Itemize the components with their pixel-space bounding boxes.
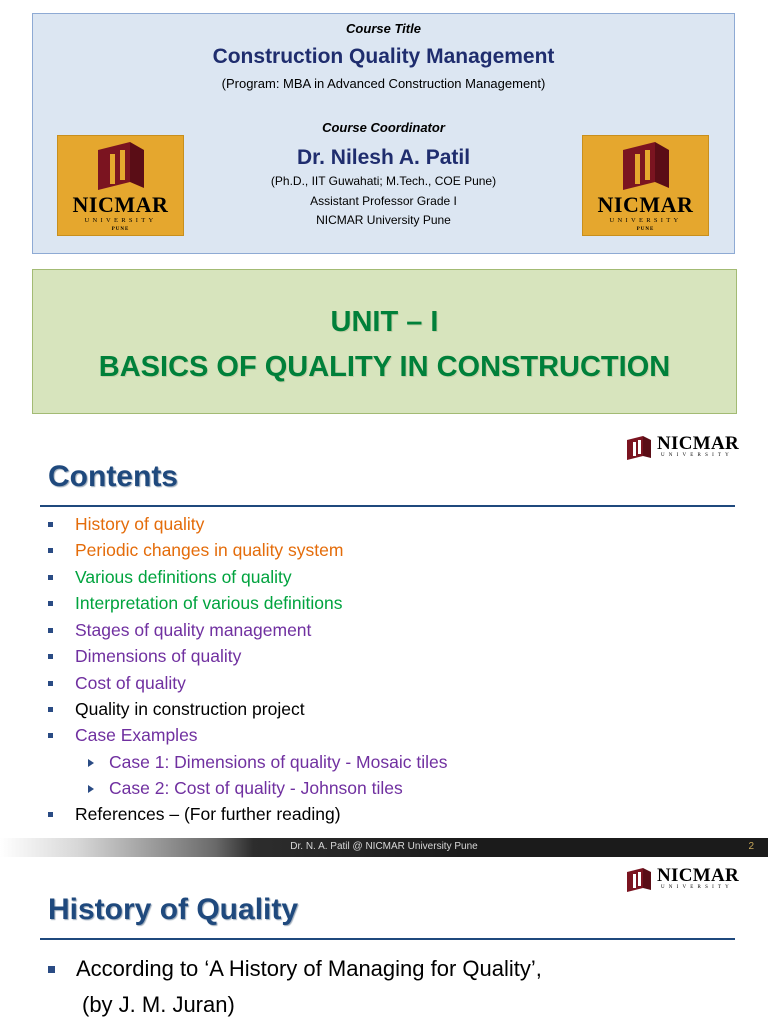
contents-title: Contents <box>48 460 178 493</box>
coordinator-credentials: (Ph.D., IIT Guwahati; M.Tech., COE Pune) <box>270 174 497 188</box>
nicmar-emblem-icon <box>625 866 653 892</box>
contents-item-label: Quality in construction project <box>75 699 305 719</box>
header-logo-wordmark: NICMAR <box>657 433 740 454</box>
contents-item-label: Various definitions of quality <box>75 567 292 587</box>
history-title: History of Quality <box>48 893 299 926</box>
nicmar-emblem-icon <box>58 136 185 196</box>
unit-title: BASICS OF QUALITY IN CONSTRUCTION <box>98 351 671 383</box>
nicmar-logo-left <box>57 135 184 236</box>
logo-wordmark: NICMAR <box>72 192 169 217</box>
history-bullet-author: (by J. M. Juran) <box>82 992 235 1017</box>
nicmar-emblem-icon <box>583 136 710 196</box>
coordinator-label: Course Coordinator <box>322 120 445 135</box>
course-name: Construction Quality Management <box>212 45 555 68</box>
header-logo-wordmark: NICMAR <box>657 865 740 886</box>
contents-item-label: Cost of quality <box>75 673 186 693</box>
triangle-bullet-icon <box>88 759 94 767</box>
logo-subtitle: UNIVERSITY <box>84 217 157 224</box>
coordinator-designation: Assistant Professor Grade I <box>310 194 457 208</box>
contents-title-rule <box>40 505 735 507</box>
coordinator-institution: NICMAR University Pune <box>316 213 451 227</box>
contents-item-label: History of quality <box>75 514 205 534</box>
bullet-square-icon <box>48 681 53 686</box>
contents-sub-item-label: Case 1: Dimensions of quality - Mosaic tiles <box>109 752 448 772</box>
bullet-square-icon <box>48 966 55 973</box>
contents-header-logo <box>625 434 765 460</box>
contents-item-label: Case Examples <box>75 725 198 745</box>
unit-number: UNIT – I <box>330 306 439 338</box>
logo-city: PUNE <box>111 227 130 232</box>
header-logo-subtitle: UNIVERSITY <box>661 453 733 458</box>
bullet-square-icon <box>48 733 53 738</box>
bullet-square-icon <box>48 654 53 659</box>
contents-item-label: Periodic changes in quality system <box>75 540 344 560</box>
logo-city: PUNE <box>636 227 655 232</box>
page-number: 2 <box>748 841 754 852</box>
program-text: (Program: MBA in Advanced Construction Management) <box>221 76 546 91</box>
bullet-square-icon <box>48 548 53 553</box>
bullet-square-icon <box>48 812 53 817</box>
contents-sub-item-label: Case 2: Cost of quality - Johnson tiles <box>109 778 403 798</box>
bullet-square-icon <box>48 522 53 527</box>
bullet-square-icon <box>48 707 53 712</box>
nicmar-emblem-icon <box>625 434 653 460</box>
footer-text: Dr. N. A. Patil @ NICMAR University Pune <box>290 841 478 852</box>
bullet-square-icon <box>48 628 53 633</box>
history-title-rule <box>40 938 735 940</box>
contents-item-label: Interpretation of various definitions <box>75 593 343 613</box>
contents-item-label: References – (For further reading) <box>75 804 341 824</box>
coordinator-name: Dr. Nilesh A. Patil <box>296 146 471 169</box>
slide-footer <box>0 838 768 857</box>
history-header-logo <box>625 866 765 892</box>
contents-item-label: Dimensions of quality <box>75 646 242 666</box>
title-slide <box>32 13 735 254</box>
triangle-bullet-icon <box>88 785 94 793</box>
logo-wordmark: NICMAR <box>597 192 694 217</box>
course-title-label: Course Title <box>346 21 421 36</box>
logo-subtitle: UNIVERSITY <box>609 217 682 224</box>
bullet-square-icon <box>48 575 53 580</box>
unit-slide <box>32 269 737 414</box>
history-bullet-text: According to ‘A History of Managing for Quality’, <box>76 956 542 981</box>
nicmar-logo-right <box>582 135 709 236</box>
header-logo-subtitle: UNIVERSITY <box>661 885 733 890</box>
bullet-square-icon <box>48 601 53 606</box>
contents-item-label: Stages of quality management <box>75 620 312 640</box>
